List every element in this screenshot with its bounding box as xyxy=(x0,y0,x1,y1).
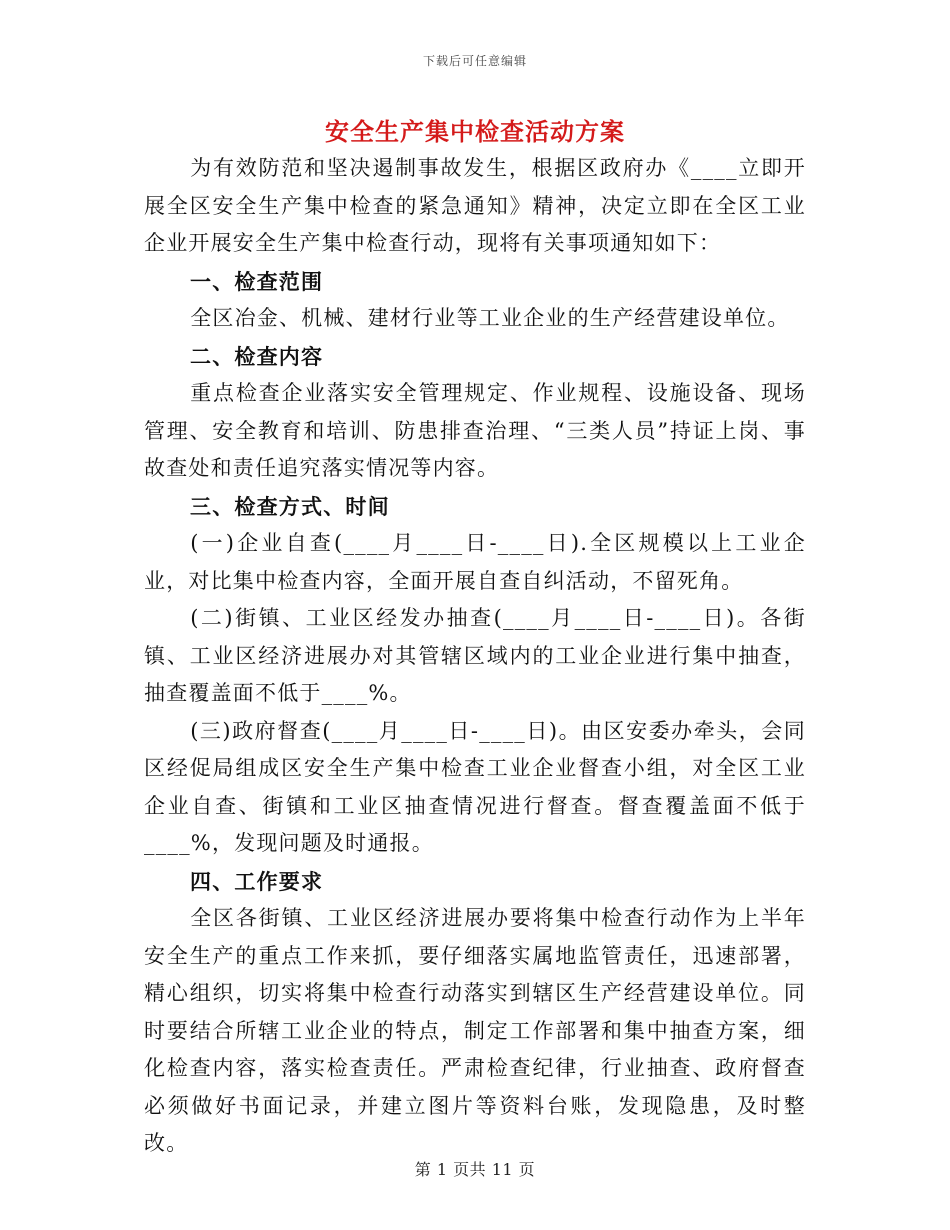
section-heading-method-time: 三、检查方式、时间 xyxy=(190,493,390,519)
content-paragraph: 重点检查企业落实安全管理规定、作业规程、设施设备、现场管理、安全教育和培训、防患排查治理、“三类人员”持证上岗、事故查处和责任追究落实情况等内容。 xyxy=(144,381,806,480)
download-note: 下载后可任意编辑 xyxy=(422,54,527,68)
method-paragraph-self-check: (一)企业自查(____月____日-____日).全区规模以上工业企业，对比集中检查内容，全面开展自查自纠活动，不留死角。 xyxy=(144,531,806,593)
document-body xyxy=(144,150,806,1163)
scope-paragraph: 全区冶金、机械、建材行业等工业企业的生产经营建设单位。 xyxy=(190,306,790,330)
method-paragraph-spot-check: (二)街镇、工业区经发办抽查(____月____日-____日)。各街镇、工业区经济进展办对其管辖区域内的工业企业进行集中抽查，抽查覆盖面不低于____%。 xyxy=(144,606,806,705)
section-heading-requirements: 四、工作要求 xyxy=(190,868,324,894)
section-heading-content: 二、检查内容 xyxy=(190,343,324,369)
document-title: 安全生产集中检查活动方案 xyxy=(325,117,625,146)
intro-paragraph: 为有效防范和坚决遏制事故发生，根据区政府办《____立即开展全区安全生产集中检查的紧急通知》精神，决定立即在全区工业企业开展安全生产集中检查行动，现将有关事项通知如下： xyxy=(144,156,806,255)
section-heading-scope: 一、检查范围 xyxy=(190,268,324,294)
page-number: 第 1 页共 11 页 xyxy=(414,1160,536,1179)
requirements-paragraph: 全区各街镇、工业区经济进展办要将集中检查行动作为上半年安全生产的重点工作来抓，要仔细落实属地监管责任，迅速部署，精心组织，切实将集中检查行动落实到辖区生产经营建设单位。同时要结合所辖工业企业的特点，制定工作部署和集中抽查方案，细化检查内容，落实检查责任。严肃检查纪律，行业抽查、政府督查必须做好书面记录，并建立图片等资料台账，发现隐患，及时整改。 xyxy=(144,906,806,1155)
method-paragraph-government-supervision: (三)政府督查(____月____日-____日)。由区安委办牵头，会同区经促局组成区安全生产集中检查工业企业督查小组，对全区工业企业自查、街镇和工业区抽查情况进行督查。督查覆盖面不低于____%，发现问题及时通报。 xyxy=(144,718,806,855)
